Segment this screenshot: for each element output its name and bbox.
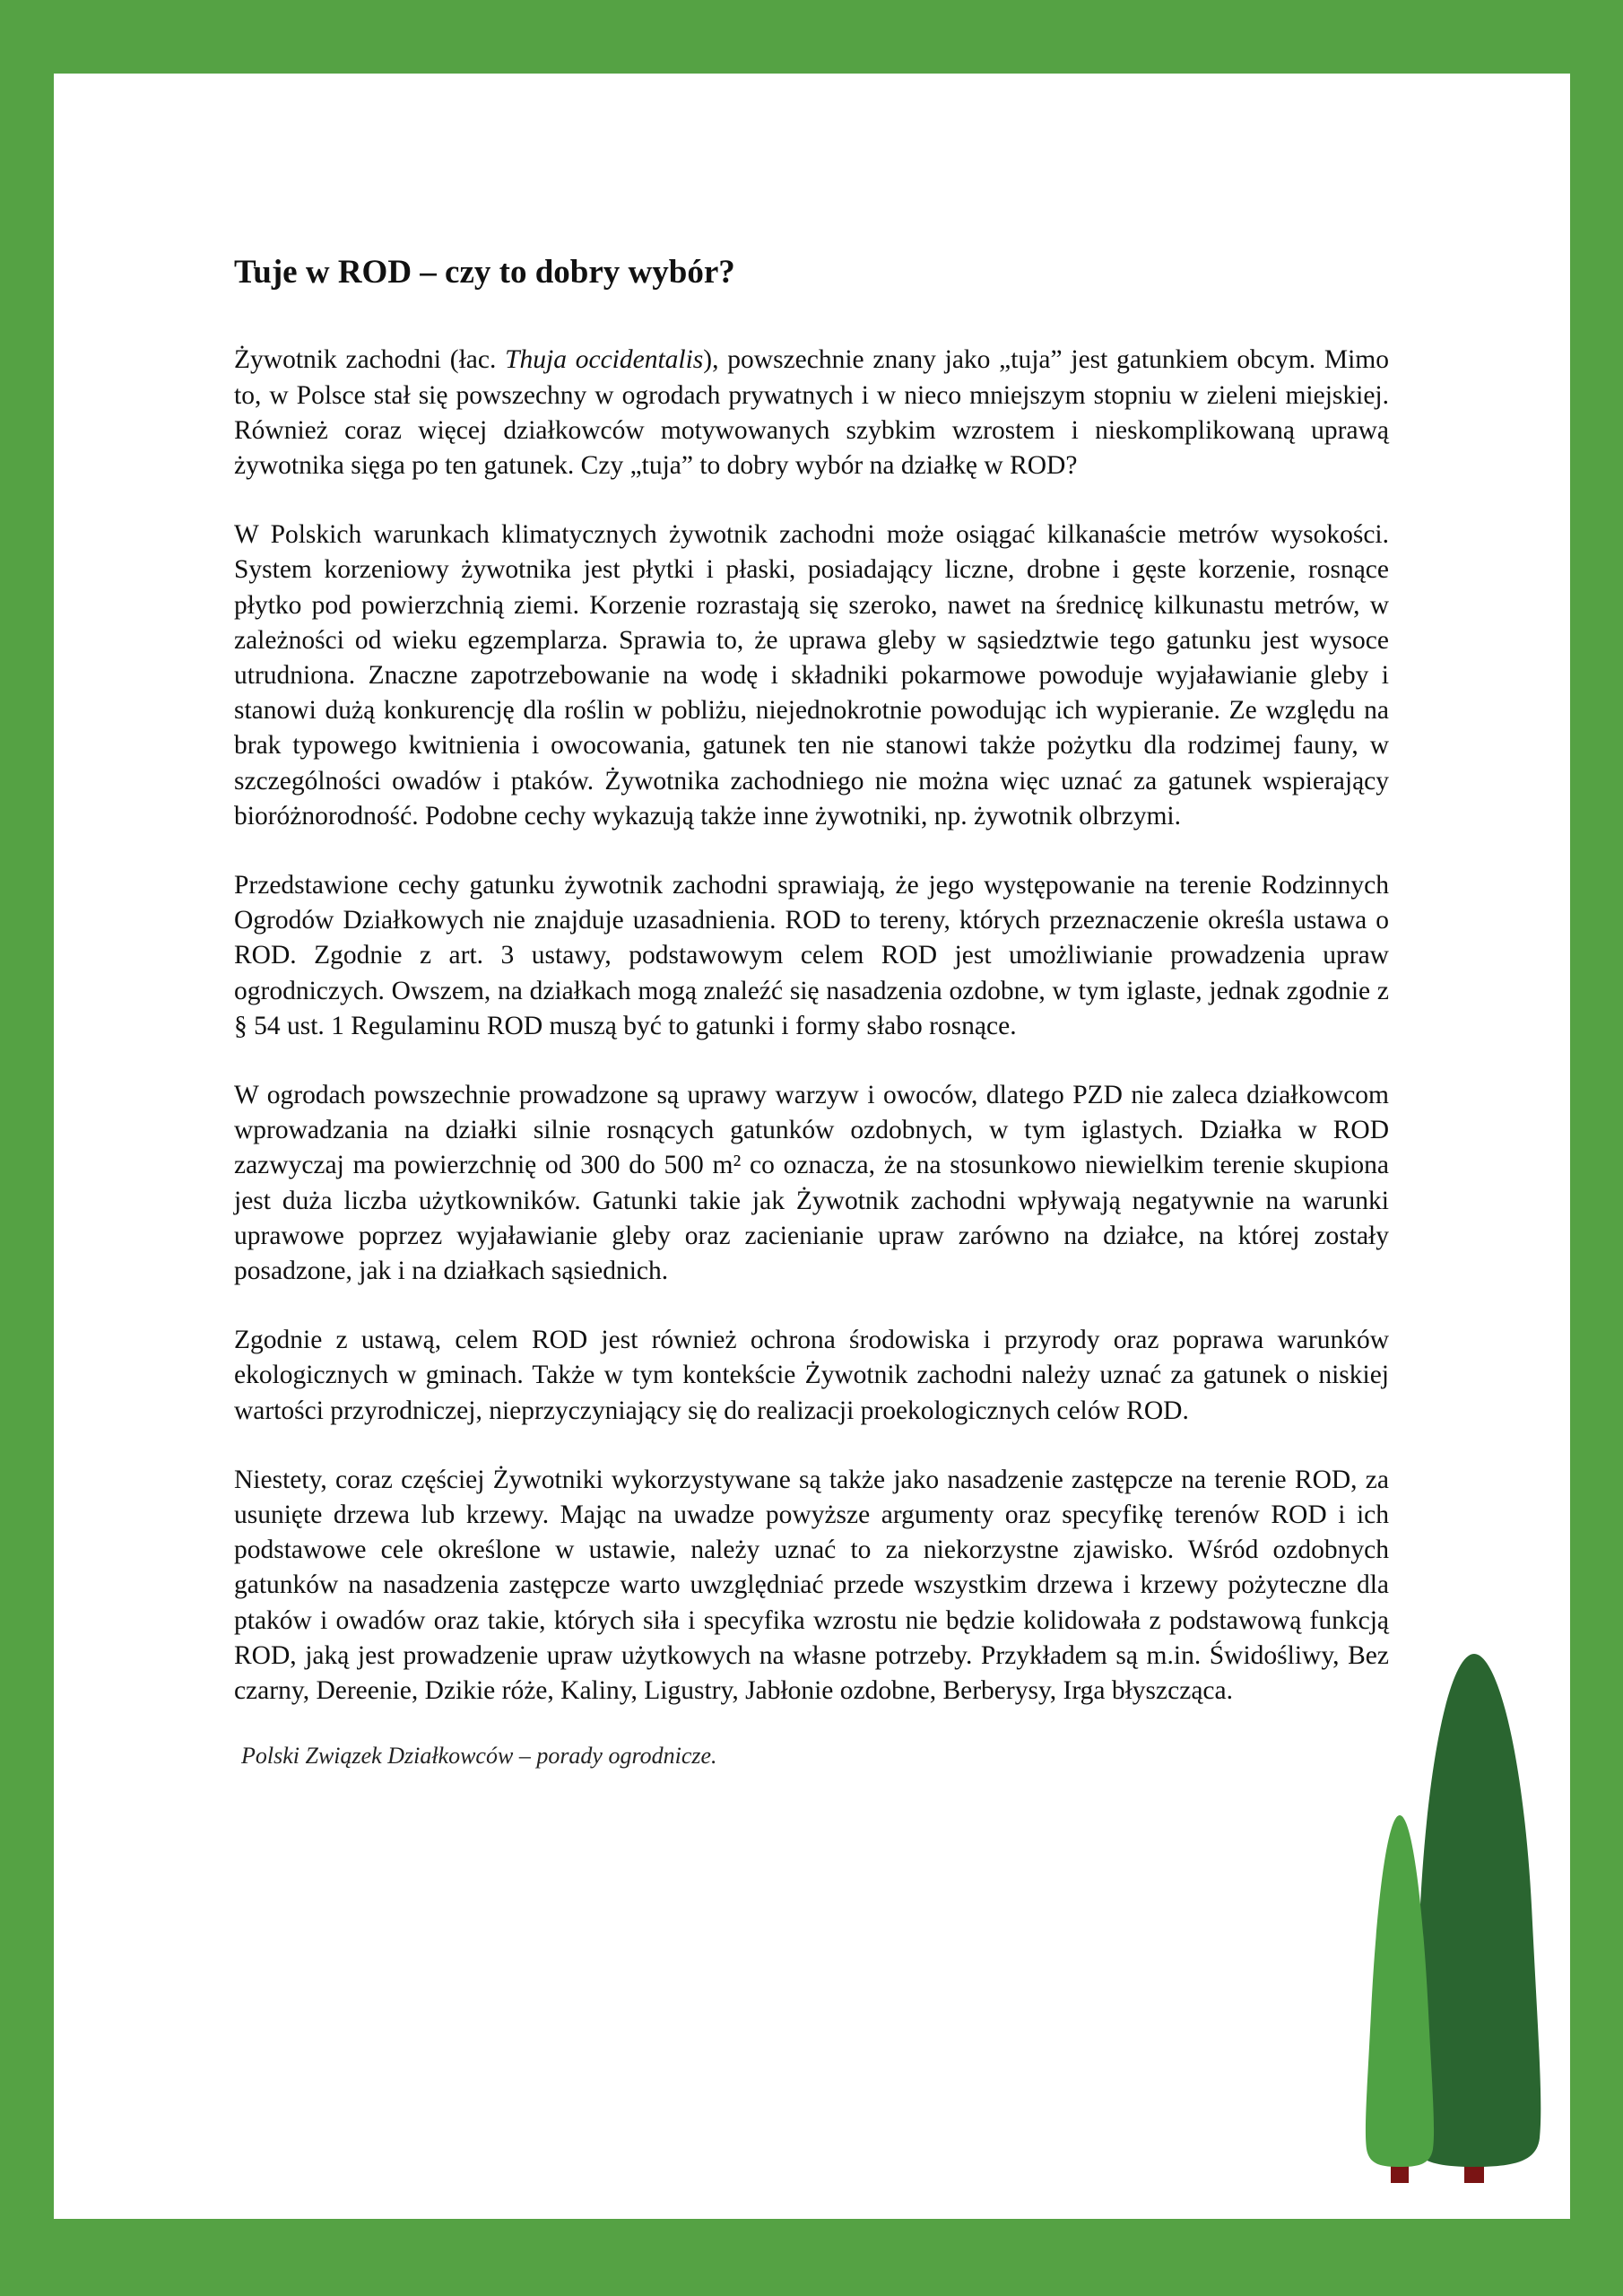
paragraph-3: Przedstawione cechy gatunku żywotnik zachodni sprawiają, że jego występowanie na terenie Rodzinnych Ogrodów Działkowych nie znajduje uzasadnienia. ROD to tereny, których przeznaczenie określa ustawa o ROD. Zgodnie z art. 3 ustawy, podstawowym celem ROD jest umożliwianie prowadzenia upraw ogrodniczych. Owszem, na działkach mogą znaleźć się nasadzenia ozdobne, w tym iglaste, jednak zgodnie z § 54 ust. 1 Regulaminu ROD muszą być to gatunki i formy słabo rosnące. bbox=[234, 871, 1389, 1040]
signature: Polski Związek Działkowców – porady ogrodnicze. bbox=[241, 1743, 717, 1770]
paragraph-1-after: ), powszechnie znany jako „tuja” jest gatunkiem obcym. Mimo to, w Polsce stał się powszechny w ogrodach prywatnych i w nieco mniejszym stopniu w zieleni miejskiej. Również coraz więcej działkowców motywowanych szybkim wzrostem i nieskomplikowaną uprawą żywotnika sięga po ten gatunek. Czy „tuja” to dobry wybór na działkę w ROD? bbox=[234, 345, 1389, 480]
paragraph-1-before: Żywotnik zachodni (łac. bbox=[234, 345, 506, 375]
paragraph-4: W ogrodach powszechnie prowadzone są uprawy warzyw i owoców, dlatego PZD nie zaleca działkowcom wprowadzania na działki silnie rosnących gatunków ozdobnych, w tym iglastych. Działka w ROD zazwyczaj ma powierzchnię od 300 do 500 m² co oznacza, że na stosunkowo niewielkim terenie skupiona jest duża liczba użytkowników. Gatunki takie jak Żywotnik zachodni wpływają negatywnie na warunki uprawowe poprzez wyjaławianie gleby oraz zacienianie upraw zarówno na działce, na której zostały posadzone, jak i na działkach sąsiednich. bbox=[234, 1081, 1389, 1286]
paragraph-5: Zgodnie z ustawą, celem ROD jest również ochrona środowiska i przyrody oraz poprawa warunków ekologicznych w gminach. Także w tym kontekście Żywotnik zachodni należy uznać za gatunek o niskiej wartości przyrodniczej, nieprzyczyniający się do realizacji proekologicznych celów ROD. bbox=[234, 1326, 1389, 1425]
paragraph-2: W Polskich warunkach klimatycznych żywotnik zachodni może osiągać kilkanaście metrów wysokości. System korzeniowy żywotnika jest płytki i płaski, posiadający liczne, drobne i gęste korzenie, rosnące płytko pod powierzchnią ziemi. Korzenie rozrastają się szeroko, nawet na średnicę kilkunastu metrów, w zależności od wieku egzemplarza. Sprawia to, że uprawa gleby w sąsiedztwie tego gatunku jest wysoce utrudniona. Znaczne zapotrzebowanie na wodę i składniki pokarmowe powoduje wyjaławianie gleby i stanowi dużą konkurencję dla roślin w pobliżu, niejednokrotnie powodując ich wypieranie. Ze względu na brak typowego kwitnienia i owocowania, gatunek ten nie stanowi także pożytku dla rodzimej fauny, w szczególności owadów i ptaków. Żywotnika zachodniego nie można więc uznać za gatunek wspierający bioróżnorodność. Podobne cechy wykazują także inne żywotniki, np. żywotnik olbrzymi. bbox=[234, 520, 1389, 831]
page-title: Tuje w ROD – czy to dobry wybór? bbox=[234, 254, 735, 291]
latin-name: Thuja occidentalis bbox=[505, 345, 704, 375]
article bbox=[234, 253, 1389, 1770]
paragraph-1 bbox=[234, 343, 1389, 483]
document-page bbox=[54, 74, 1570, 2219]
paragraph-6: Niestety, coraz częściej Żywotniki wykorzystywane są także jako nasadzenie zastępcze na terenie ROD, za usunięte drzewa lub krzewy. Mając na uwadze powyższe argumenty oraz specyfikę terenów ROD i ich podstawowe cele określone w ustawie, należy uznać to za niekorzystne zjawisko. Wśród ozdobnych gatunków na nasadzenia zastępcze warto uwzględniać przede wszystkim drzewa i krzewy pożyteczne dla ptaków i owadów oraz takie, których siła i specyfika wzrostu nie będzie kolidowała z podstawową funkcją ROD, jaką jest prowadzenie upraw użytkowych na własne potrzeby. Przykładem są m.in. Świdośliwy, Bez czarny, Dereenie, Dzikie róże, Kaliny, Ligustry, Jabłonie ozdobne, Berberysy, Irga błyszcząca. bbox=[234, 1465, 1389, 1706]
tree-icons bbox=[1364, 1654, 1570, 2219]
